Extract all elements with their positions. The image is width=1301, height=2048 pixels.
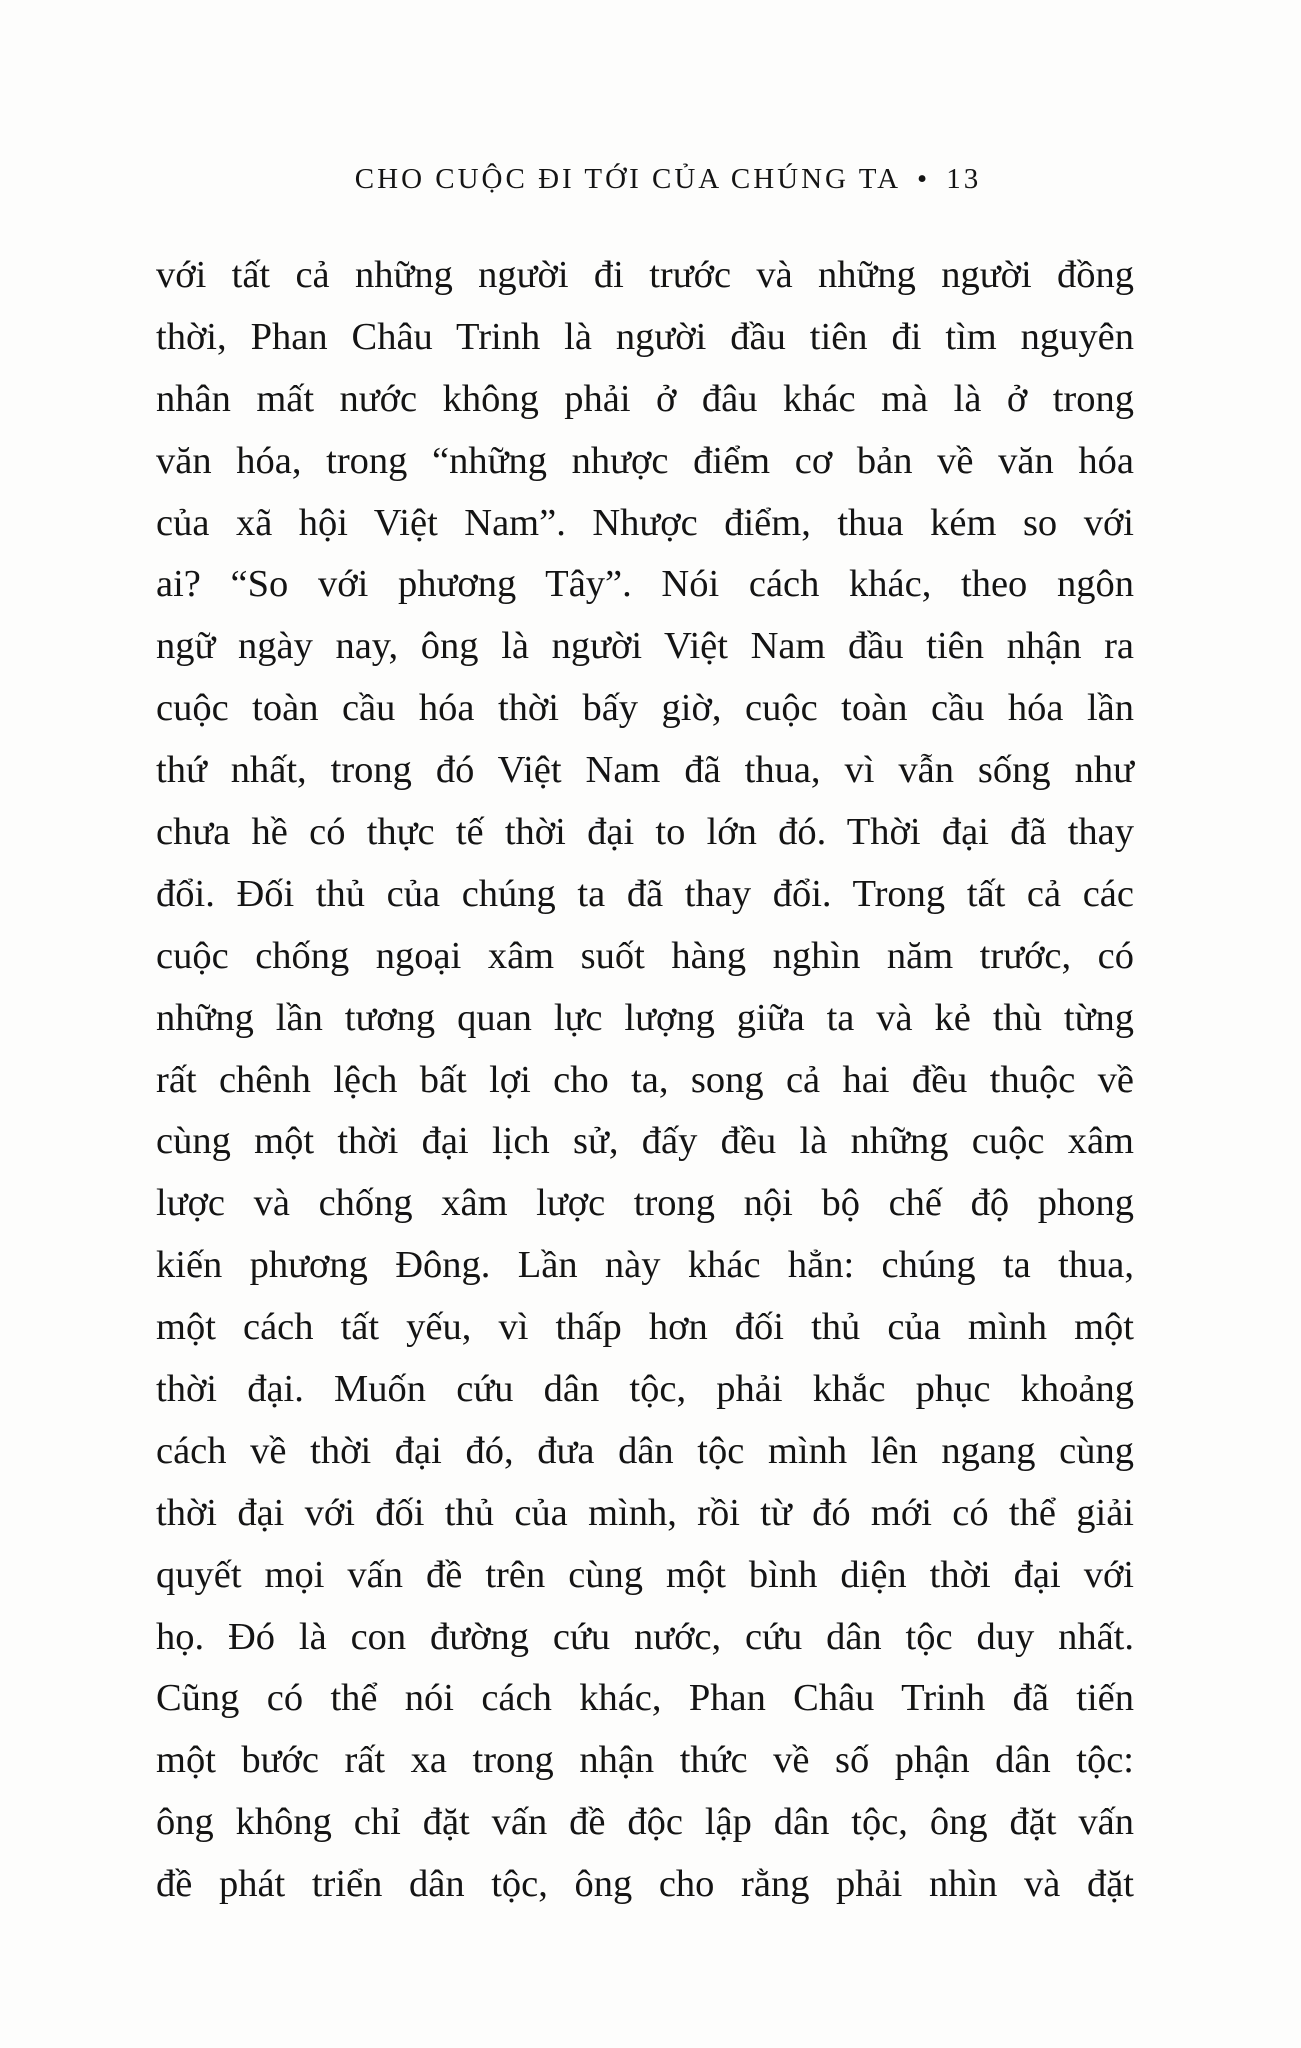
text-line: cuộc chống ngoại xâm suốt hàng nghìn năm trước, có [156, 934, 1134, 977]
text-line: đề phát triển dân tộc, ông cho rằng phải nhìn và đặt [156, 1863, 1134, 1906]
text-line: Cũng có thể nói cách khác, Phan Châu Trinh đã tiến [156, 1677, 1134, 1720]
text-line: một cách tất yếu, vì thấp hơn đối thủ của mình một [156, 1306, 1134, 1349]
text-line: với tất cả những người đi trước và những người đồng [156, 254, 1134, 296]
text-line: của xã hội Việt Nam”. Nhược điểm, thua kém so với [156, 501, 1134, 544]
text-line: lược và chống xâm lược trong nội bộ chế độ phong [156, 1182, 1134, 1225]
text-line: ai? “So với phương Tây”. Nói cách khác, theo ngôn [156, 563, 1134, 606]
text-line: quyết mọi vấn đề trên cùng một bình diện thời đại với [156, 1553, 1134, 1596]
text-line: văn hóa, trong “những nhược điểm cơ bản về văn hóa [156, 439, 1134, 482]
body-text [156, 245, 1134, 1916]
text-line: ông không chỉ đặt vấn đề độc lập dân tộc, ông đặt vấn [156, 1801, 1134, 1844]
text-line: đổi. Đối thủ của chúng ta đã thay đổi. Trong tất cả các [156, 872, 1134, 915]
text-line: cùng một thời đại lịch sử, đấy đều là những cuộc xâm [156, 1120, 1134, 1163]
text-line: chưa hề có thực tế thời đại to lớn đó. Thời đại đã thay [156, 811, 1134, 854]
text-line: cuộc toàn cầu hóa thời bấy giờ, cuộc toàn cầu hóa lần [156, 687, 1134, 730]
separator-dot: • [917, 163, 931, 195]
running-head [0, 163, 1301, 196]
text-line: kiến phương Đông. Lần này khác hẳn: chúng ta thua, [156, 1244, 1134, 1287]
text-line: thời đại với đối thủ của mình, rồi từ đó mới có thể giải [156, 1491, 1134, 1534]
text-line: ngữ ngày nay, ông là người Việt Nam đầu tiên nhận ra [156, 625, 1134, 668]
page-number: 13 [946, 163, 982, 195]
text-line: thứ nhất, trong đó Việt Nam đã thua, vì vẫn sống như [156, 749, 1134, 792]
text-line: cách về thời đại đó, đưa dân tộc mình lên ngang cùng [156, 1429, 1134, 1472]
text-line: những lần tương quan lực lượng giữa ta và kẻ thù từng [156, 996, 1134, 1039]
chapter-title: CHO CUỘC ĐI TỚI CỦA CHÚNG TA [354, 163, 902, 195]
text-line: họ. Đó là con đường cứu nước, cứu dân tộc duy nhất. [156, 1615, 1134, 1658]
text-line: thời, Phan Châu Trinh là người đầu tiên đi tìm nguyên [156, 315, 1134, 358]
text-line: thời đại. Muốn cứu dân tộc, phải khắc phục khoảng [156, 1368, 1134, 1411]
text-line: nhân mất nước không phải ở đâu khác mà là ở trong [156, 377, 1134, 420]
text-line: một bước rất xa trong nhận thức về số phận dân tộc: [156, 1739, 1134, 1782]
text-line: rất chênh lệch bất lợi cho ta, song cả hai đều thuộc về [156, 1058, 1134, 1101]
